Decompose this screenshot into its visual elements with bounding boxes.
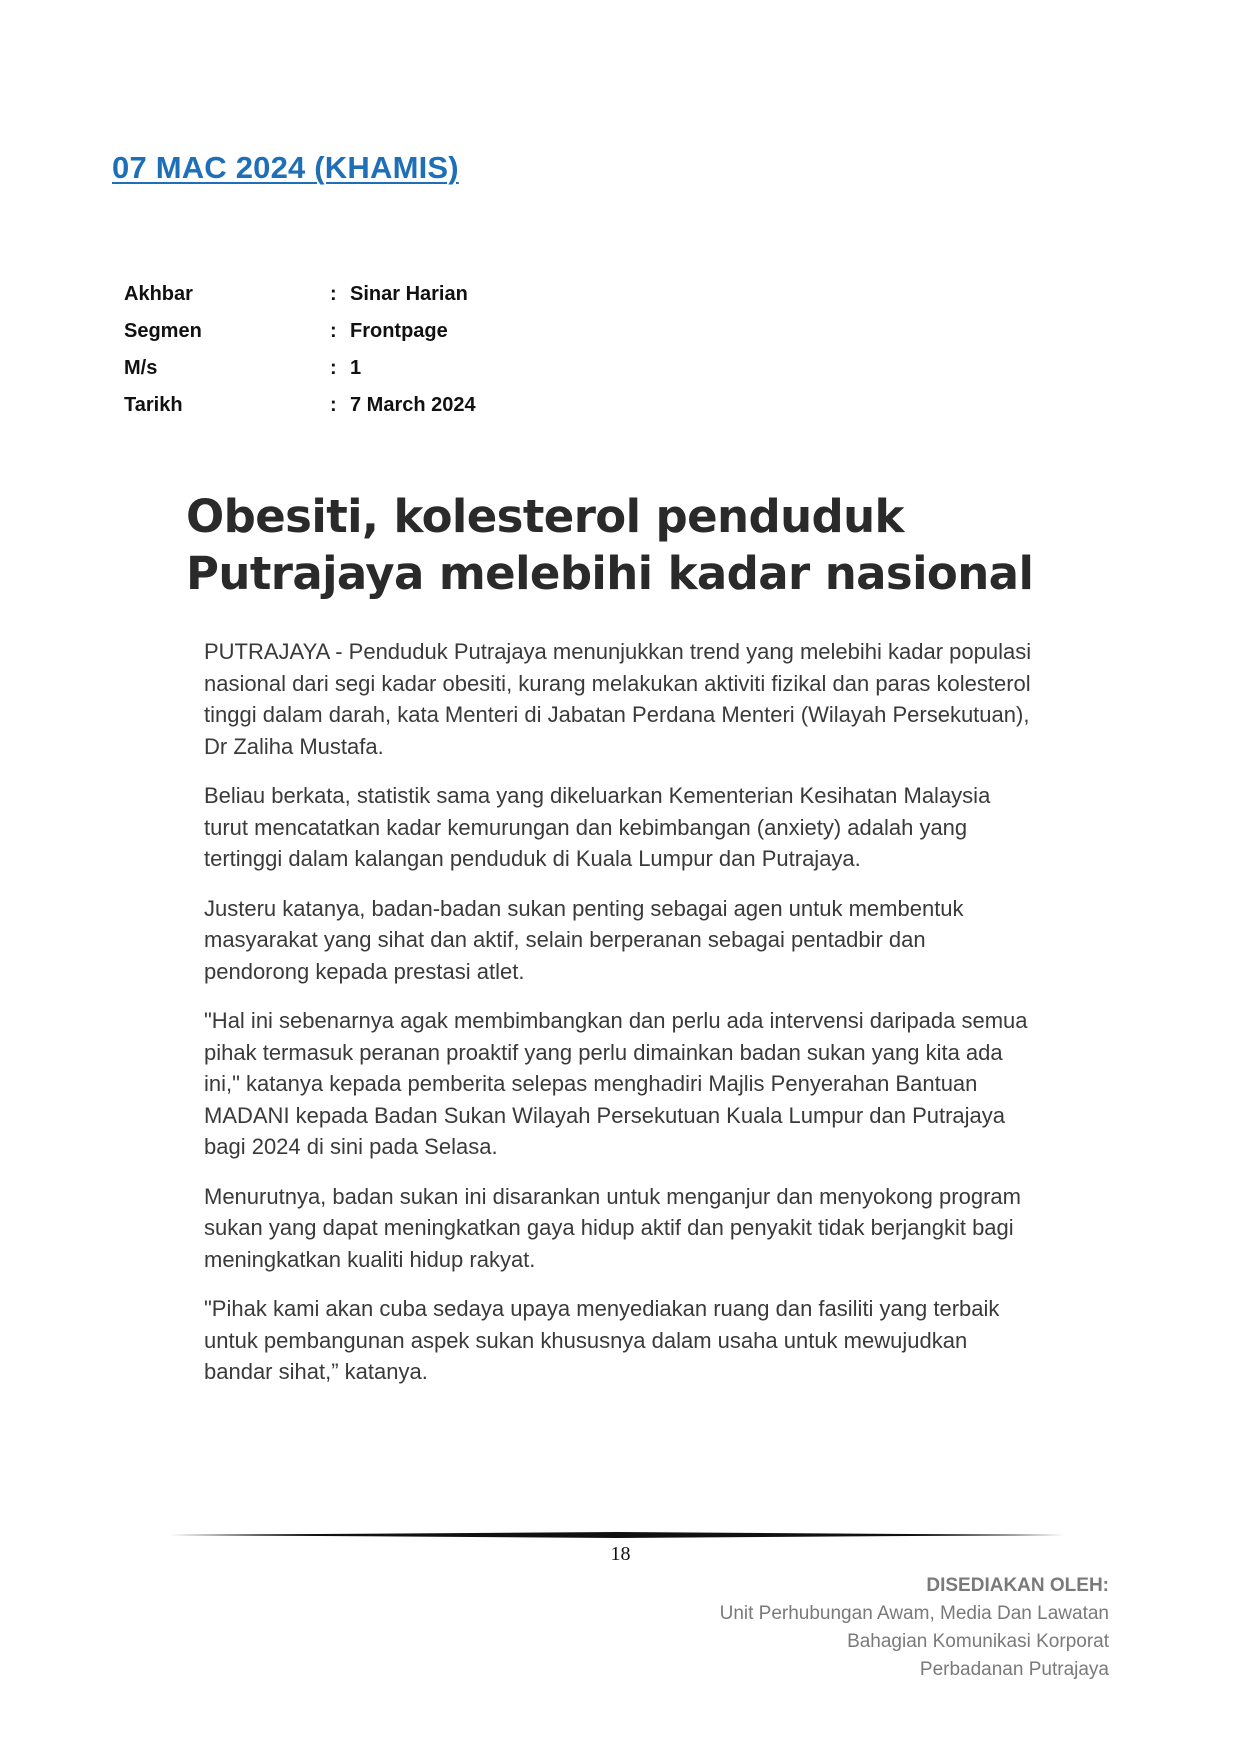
meta-colon: :	[330, 320, 337, 342]
meta-colon: :	[330, 283, 337, 305]
article-paragraph: Menurutnya, badan sukan ini disarankan untuk menganjur dan menyokong program sukan yang dapat meningkatkan gaya hidup aktif dan penyakit tidak berjangkit bagi meningkatkan kualiti hidup rakyat.	[204, 1183, 1021, 1272]
article-paragraph: "Hal ini sebenarnya agak membimbangkan dan perlu ada intervensi daripada semua pihak termasuk peranan proaktif yang perlu dimainkan badan sukan yang kita ada ini," katanya kepada pemberita selepas menghadiri Majlis Penyerahan Bantuan MADANI kepada Badan Sukan Wilayah Persekutuan Kuala Lumpur dan Putrajaya bagi 2024 di sini pada Selasa.	[204, 1008, 1028, 1159]
article-paragraph: "Pihak kami akan cuba sedaya upaya menyediakan ruang dan fasiliti yang terbaik untuk pembangunan aspek sukan khususnya dalam usaha untuk mewujudkan bandar sihat,” katanya.	[204, 1296, 1000, 1384]
headline-line-1: Obesiti, kolesterol penduduk	[186, 490, 904, 543]
meta-colon: :	[330, 357, 337, 379]
article-paragraph: Beliau berkata, statistik sama yang dikeluarkan Kementerian Kesihatan Malaysia turut mencatatkan kadar kemurungan dan kebimbangan (anxiety) adalah yang tertinggi dalam kalangan penduduk di Kuala Lumpur dan Putrajaya.	[204, 783, 991, 871]
publication-meta	[124, 276, 476, 424]
meta-row-tarikh	[124, 387, 476, 424]
meta-value: Frontpage	[350, 320, 448, 342]
headline-line-2: Putrajaya melebihi kadar nasional	[186, 547, 1034, 600]
article-paragraph: Justeru katanya, badan-badan sukan penting sebagai agen untuk membentuk masyarakat yang sihat dan aktif, selain berperanan sebagai pentadbir dan pendorong kepada prestasi atlet.	[204, 895, 964, 984]
meta-label: Segmen	[124, 320, 202, 342]
article-headline	[186, 488, 1066, 602]
meta-label: Akhbar	[124, 283, 193, 305]
meta-row-ms	[124, 350, 476, 387]
meta-value: Sinar Harian	[350, 283, 468, 305]
meta-colon: :	[330, 394, 337, 416]
prepared-by-unit: Unit Perhubungan Awam, Media Dan Lawatan	[719, 1603, 1109, 1624]
date-heading: 07 MAC 2024 (KHAMIS)	[112, 150, 459, 185]
article-body	[204, 636, 1034, 1388]
prepared-by-title: DISEDIAKAN OLEH:	[926, 1575, 1109, 1596]
page-number: 18	[610, 1543, 631, 1565]
prepared-by-organisation: Perbadanan Putrajaya	[919, 1659, 1109, 1680]
prepared-by-block	[720, 1572, 1109, 1684]
meta-value: 1	[350, 357, 362, 379]
meta-value: 7 March 2024	[350, 394, 476, 416]
article-paragraph: PUTRAJAYA - Penduduk Putrajaya menunjukkan trend yang melebihi kadar populasi nasional dari segi kadar obesiti, kurang melakukan aktiviti fizikal dan paras kolesterol tinggi dalam darah, kata Menteri di Jabatan Perdana Menteri (Wilayah Persekutuan), Dr Zaliha Mustafa.	[204, 639, 1032, 759]
meta-label: M/s	[124, 357, 158, 379]
meta-row-segmen	[124, 313, 476, 350]
footer-divider	[170, 1532, 1064, 1538]
prepared-by-division: Bahagian Komunikasi Korporat	[847, 1631, 1109, 1652]
meta-label: Tarikh	[124, 394, 183, 416]
news-clipping	[186, 488, 1066, 1406]
meta-row-akhbar	[124, 276, 476, 313]
